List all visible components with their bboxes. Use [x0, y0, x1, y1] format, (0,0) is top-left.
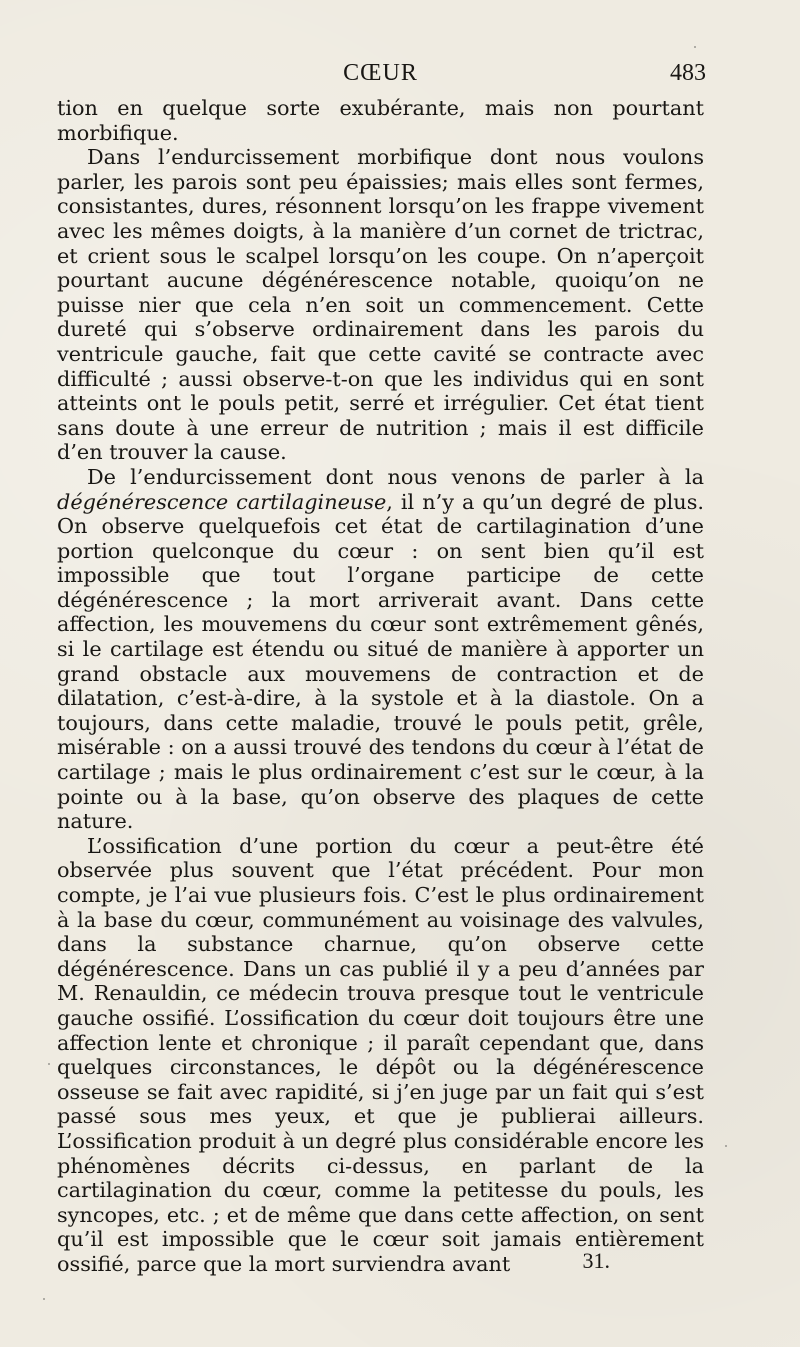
paragraph-cartilagineuse-after: , il n’y a qu’un degré de plus. On observe quelquefois cet état de cartilagination d’une portion quelconque du cœur : on sent bien qu’il est impossible que tout l’organe participe de cette dégénérescence ; la mort arriverait avant. Dans cette affection, les mouvemens du cœur sont extrêmement gênés, si le cartilage est étendu ou situé de manière à apporter un grand obstacle aux mouvemens de contraction et de dilatation, c’est-à-dire, à la systole et à la diastole. On a toujours, dans cette maladie, trouvé le pouls petit, grêle, misérable : on a aussi trouvé des tendons du cœur à l’état de cartilage ; mais le plus ordinairement c’est sur le cœur, à la pointe ou à la base, qu’on observe des plaques de cette nature.: [57, 489, 704, 834]
page-body: [57, 96, 704, 1277]
paragraph-ossification: L’ossification d’une portion du cœur a peut-être été observée plus souvent que l’état précédent. Pour mon compte, je l’ai vue plusieurs fois. C’est le plus ordinairement à la base du cœur, communément au voisinage des valvules, dans la substance charnue, qu’on observe cette dégénérescence. Dans un cas publié il y a peu d’années par M. Renauldin, ce médecin trouva presque tout le ventricule gauche ossifié. L’ossification du cœur doit toujours être une affection lente et chronique ; il paraît cependant que, dans quelques circonstances, le dépôt ou la dégénérescence osseuse se fait avec rapidité, si j’en juge par un fait qui s’est passé sous mes yeux, et que je publierai ailleurs. L’ossification produit à un degré plus considérable encore les phénomènes décrits ci-dessus, en parlant de la cartilagination du cœur, comme la petitesse du pouls, les syncopes, etc. ; et de même que dans cette affection, on sent qu’il est impossible que le cœur soit jamais entièrement ossifié, parce que la mort surviendra avant: [57, 833, 704, 1276]
paper-speck: [48, 1063, 50, 1065]
paper-speck: [43, 1298, 45, 1300]
paragraph-cartilagineuse-before: De l’endurcissement dont nous venons de parler à la: [87, 464, 704, 489]
running-title: CŒUR: [343, 60, 418, 86]
signature-mark: 31.: [582, 1248, 610, 1273]
page-number: 483: [670, 60, 706, 86]
paragraph-endurcissement: Dans l’endurcissement morbifique dont nous voulons parler, les parois sont peu épaissies; mais elles sont fermes, consistantes, dures, résonnent lorsqu’on les frappe vivement avec les mêmes doigts, à la manière d’un cornet de trictrac, et crient sous le scalpel lorsqu’on les coupe. On n’aperçoit pourtant aucune dégénérescence notable, quoiqu’on ne puisse nier que cela n’en soit un commencement. Cette dureté qui s’observe ordinairement dans les parois du ventricule gauche, fait que cette cavité se contracte avec difficulté ; aussi observe-t-on que les individus qui en sont atteints ont le pouls petit, serré et irrégulier. Cet état tient sans doute à une erreur de nutrition ; mais il est difficile d’en trouver la cause.: [57, 145, 704, 465]
page-header: [57, 60, 704, 96]
paragraph-continuation: tion en quelque sorte exubérante, mais non pourtant morbifique.: [57, 96, 704, 145]
paragraph-cartilagineuse: [57, 465, 704, 834]
emphasis-term: dégénérescence cartilagineuse: [57, 489, 387, 514]
paper-speck: [725, 1145, 727, 1147]
paper-speck: [694, 46, 696, 48]
